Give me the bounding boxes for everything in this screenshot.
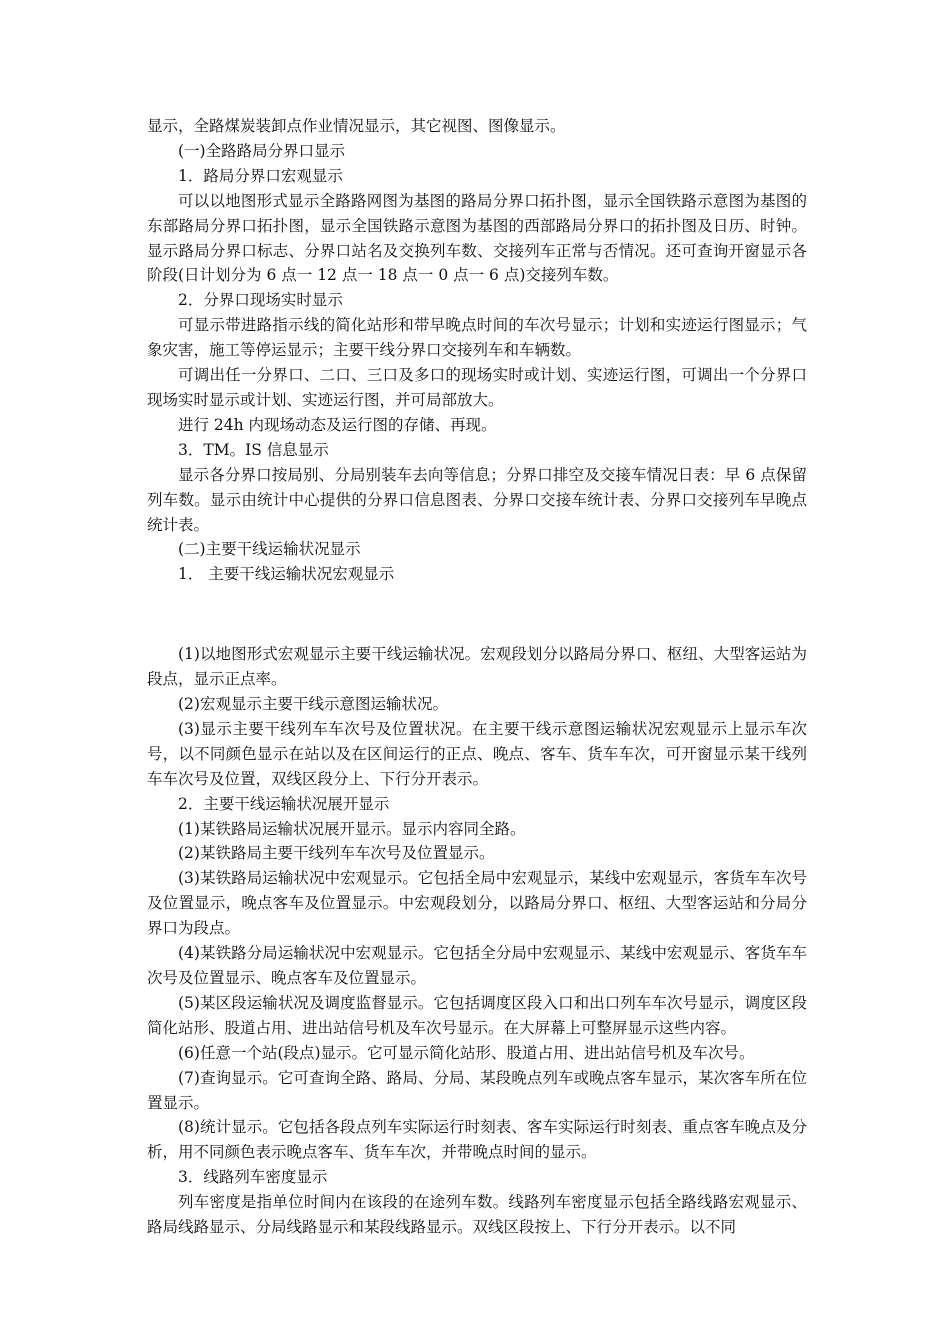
paragraph: 1． 主要干线运输状况宏观显示 <box>178 565 395 584</box>
paragraph: 2．分界口现场实时显示 <box>178 291 343 310</box>
paragraph: (4)某铁路分局运输状况中宏观显示。它包括全分局中宏观显示、某线中宏观显示、客货车车次号及位置显示、晚点客车及位置显示。 <box>147 944 807 987</box>
paragraph: (二)主要干线运输状况显示 <box>178 540 361 559</box>
paragraph: (6)任意一个站(段点)显示。它可显示简化站形、股道占用、进出站信号机及车次号。 <box>178 1043 755 1062</box>
paragraph: 列车密度是指单位时间内在该段的在途列车数。线路列车密度显示包括全路线路宏观显示、路局线路显示、分局线路显示和某段线路显示。双线区段按上、下行分开表示。以不同 <box>147 1193 807 1237</box>
paragraph: 进行 24h 内现场动态及运行图的存储、再现。 <box>178 415 497 434</box>
paragraph: 3．TM。IS 信息显示 <box>178 440 329 459</box>
document-page <box>147 114 807 1240</box>
paragraph: 可显示带进路指示线的简化站形和带早晚点时间的车次号显示；计划和实迹运行图显示；气象灾害，施工等停运显示；主要干线分界口交接列车和车辆数。 <box>147 316 807 360</box>
blank-line <box>147 603 807 627</box>
paragraph: (3)显示主要干线列车车次号及位置状况。在主要干线示意图运输状况宏观显示上显示车次号，以不同颜色显示在站以及在区间运行的正点、晚点、客车、货车车次，可开窗显示某干线列车车次号及位置，双线区段分上、下行分开表示。 <box>147 719 807 788</box>
paragraph: (3)某铁路局运输状况中宏观显示。它包括全局中宏观显示，某线中宏观显示，客货车车次号及位置显示，晚点客车及位置显示。中宏观段划分，以路局分界口、枢纽、大型客运站和分局分界口为段点。 <box>147 869 807 938</box>
paragraph: 可调出任一分界口、二口、三口及多口的现场实时或计划、实迹运行图，可调出一个分界口现场实时显示或计划、实迹运行图，并可局部放大。 <box>147 366 807 409</box>
paragraph: (1)以地图形式宏观显示主要干线运输状况。宏观段划分以路局分界口、枢纽、大型客运站为段点，显示正点率。 <box>147 645 807 689</box>
paragraph: (一)全路路局分界口显示 <box>178 141 346 160</box>
paragraph: 显示各分界口按局别、分局别装车去向等信息；分界口排空及交接车情况日表：早 6 点保留列车数。显示由统计中心提供的分界口信息图表、分界口交接车统计表、分界口交接列车早晚点统计表。 <box>147 465 807 534</box>
paragraph: (5)某区段运输状况及调度监督显示。它包括调度区段入口和出口列车车次号显示，调度区段简化站形、股道占用、进出站信号机及车次号显示。在大屏幕上可整屏显示这些内容。 <box>147 993 807 1037</box>
paragraph: 显示，全路煤炭装卸点作业情况显示，其它视图、图像显示。 <box>147 117 566 135</box>
paragraph: (2)某铁路局主要干线列车车次号及位置显示。 <box>178 844 495 863</box>
paragraph: (7)查询显示。它可查询全路、路局、分局、某段晚点列车或晚点客车显示，某次客车所在位置显示。 <box>147 1068 807 1112</box>
paragraph: (1)某铁路局运输状况展开显示。显示内容同全路。 <box>178 819 526 838</box>
paragraph: 1．路局分界口宏观显示 <box>178 166 343 185</box>
paragraph: 可以以地图形式显示全路路网图为基图的路局分界口拓扑图，显示全国铁路示意图为基图的东部路局分界口拓扑图，显示全国铁路示意图为基图的西部路局分界口的拓扑图及日历、时钟。显示路局分界口标志、分界口站名及交换列车数、交接列车正常与否情况。还可查询开窗显示各阶段(日计划分为 6 点一 12 点一 18 点一 0 点一 6 点)交接列车数。 <box>147 191 807 285</box>
paragraph: 3．线路列车密度显示 <box>178 1168 328 1187</box>
paragraph: 2．主要干线运输状况展开显示 <box>178 794 390 813</box>
paragraph: (8)统计显示。它包括各段点列车实际运行时刻表、客车实际运行时刻表、重点客车晚点及分析，用不同颜色表示晚点客车、货车车次，并带晚点时间的显示。 <box>147 1118 807 1162</box>
paragraph: (2)宏观显示主要干线示意图运输状况。 <box>178 695 448 714</box>
